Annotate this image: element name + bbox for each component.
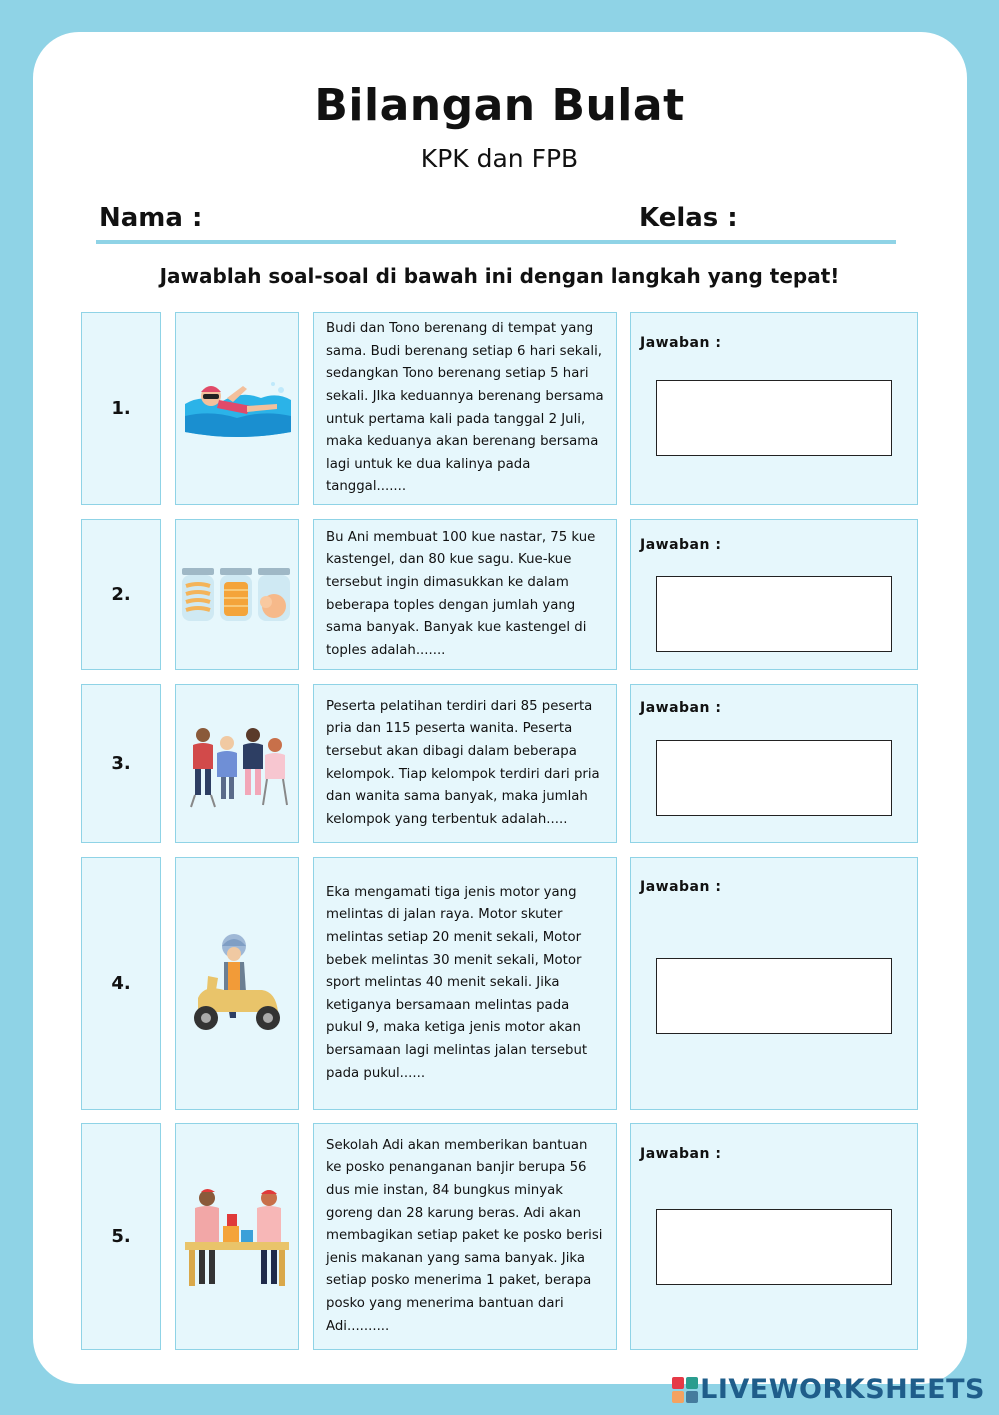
cookie-jars-icon (180, 566, 294, 624)
page-title: Bilangan Bulat (314, 80, 685, 131)
group-meeting-icon (183, 719, 291, 809)
answer-label: Jawaban : (640, 1146, 722, 1162)
question-text: Peserta pelatihan terdiri dari 85 peserta pria dan 115 peserta wanita. Peserta tersebut akan dibagi dalam beberapa kelompok. Tiap kelompok terdiri dari pria dan wanita sama banyak, maka jumlah kelompok yang terbentuk adalah..... (313, 684, 617, 843)
liveworksheets-brand: LIVEWORKSHEETS (700, 1374, 985, 1405)
question-image-cell (175, 1123, 299, 1350)
instruction-text: Jawablah soal-soal di bawah ini dengan langkah yang tepat! (159, 264, 840, 288)
page-subtitle: KPK dan FPB (420, 144, 579, 173)
swimmer-icon (181, 376, 293, 442)
answer-input[interactable] (656, 576, 892, 652)
question-number: 2. (81, 519, 161, 670)
question-number: 4. (81, 857, 161, 1110)
answer-input[interactable] (656, 1209, 892, 1285)
question-image-cell (175, 684, 299, 843)
question-number: 3. (81, 684, 161, 843)
question-text: Sekolah Adi akan memberikan bantuan ke posko penanganan banjir berupa 56 dus mie instan, 84 bungkus minyak goreng dan 28 karung beras. Adi akan membagikan setiap paket ke posko berisi jenis makanan yang sama banyak. Jika setiap posko menerima 1 paket, berapa posko yang menerima bantuan dari Adi.......... (313, 1123, 617, 1350)
answer-cell (630, 312, 918, 505)
question-text: Budi dan Tono berenang di tempat yang sama. Budi berenang setiap 6 hari sekali, sedangkan Tono berenang setiap 5 hari sekali. JIka keduannya berenang bersama untuk pertama kali pada tanggal 2 Juli, maka keduanya akan berenang bersama lagi untuk ke dua kalinya pada tanggal....... (313, 312, 617, 505)
answer-input[interactable] (656, 740, 892, 816)
answer-label: Jawaban : (640, 335, 722, 351)
question-number: 5. (81, 1123, 161, 1350)
donation-icon (183, 1184, 291, 1290)
liveworksheets-logo-icon (672, 1377, 698, 1403)
answer-cell (630, 684, 918, 843)
name-underline (96, 240, 896, 244)
question-image-cell (175, 312, 299, 505)
answer-cell (630, 857, 918, 1110)
question-image-cell (175, 519, 299, 670)
answer-label: Jawaban : (640, 879, 722, 895)
liveworksheets-footer[interactable] (672, 1374, 985, 1405)
answer-label: Jawaban : (640, 537, 722, 553)
answer-cell (630, 1123, 918, 1350)
answer-cell (630, 519, 918, 670)
kelas-label: Kelas : (639, 203, 738, 233)
answer-input[interactable] (656, 958, 892, 1034)
scooter-icon (184, 932, 290, 1036)
question-number: 1. (81, 312, 161, 505)
question-text: Eka mengamati tiga jenis motor yang melintas di jalan raya. Motor skuter melintas setiap 20 menit sekali, Motor bebek melintas 30 menit sekali, Motor sport melintas 40 menit sekali. Jika ketiganya bersamaan melintas pada pukul 9, maka ketiga jenis motor akan bersamaan lagi melintas jalan tersebut pada pukul...... (313, 857, 617, 1110)
question-text: Bu Ani membuat 100 kue nastar, 75 kue kastengel, dan 80 kue sagu. Kue-kue tersebut ingin dimasukkan ke dalam beberapa toples dengan jumlah yang sama banyak. Banyak kue kastengel di toples adalah....... (313, 519, 617, 670)
answer-label: Jawaban : (640, 700, 722, 716)
answer-input[interactable] (656, 380, 892, 456)
question-image-cell (175, 857, 299, 1110)
nama-label: Nama : (99, 203, 203, 233)
